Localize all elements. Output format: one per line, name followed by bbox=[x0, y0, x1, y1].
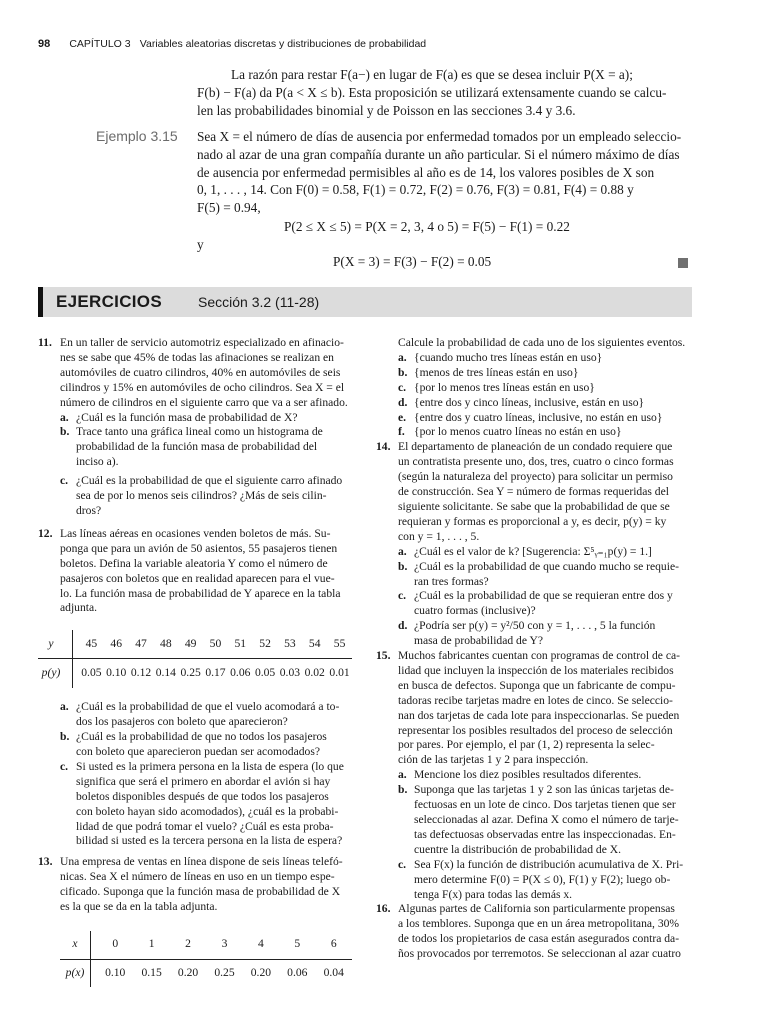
item-line: {menos de tres líneas están en uso} bbox=[414, 365, 579, 379]
table-cell: 0.06 bbox=[228, 658, 253, 688]
exercise-line: boletos. Defina la variable aleatoria Y como el número de bbox=[60, 556, 328, 570]
item-letter: c. bbox=[398, 857, 407, 871]
item-letter: a. bbox=[60, 410, 69, 424]
table-cell: 0.15 bbox=[133, 959, 169, 987]
exercise-line: Una empresa de ventas en línea dispone de seis líneas telefó- bbox=[60, 855, 343, 869]
table-cell: 50 bbox=[209, 636, 222, 650]
item-line: probabilidad de la función masa de probabilidad del bbox=[76, 440, 318, 454]
exercise-line: automóviles de cuatro cilindros, 40% en automóviles de seis bbox=[60, 365, 341, 379]
item-line: cuatro formas (inclusive)? bbox=[414, 604, 536, 618]
exercise-item bbox=[398, 619, 692, 649]
item-line: ¿Cuál es la probabilidad de que no todos los pasajeros bbox=[76, 730, 327, 744]
item-letter: c. bbox=[60, 759, 69, 773]
exercise-number: 12. bbox=[38, 526, 53, 540]
exercise-item bbox=[60, 425, 352, 470]
exercise-line: lo. La función masa de probabilidad de Y aparece en la tabla bbox=[60, 586, 341, 600]
exercise-12 bbox=[38, 527, 352, 616]
pmf-table-y bbox=[38, 630, 352, 688]
item-line: {entre dos y cuatro líneas, inclusive, no están en uso} bbox=[414, 410, 663, 424]
exercise-11 bbox=[38, 336, 352, 519]
exercise-item bbox=[60, 700, 352, 730]
exercise-line: ños provocados por terremotos. Se seleccionan al azar cuatro bbox=[398, 947, 681, 961]
table-cell: 0.05 bbox=[253, 658, 278, 688]
table-cell: 49 bbox=[184, 636, 197, 650]
exercise-line: de construcción. Sea Y = número de formas requeridas del bbox=[398, 485, 669, 499]
table-cell: 53 bbox=[284, 636, 296, 650]
item-line: bilidad si usted es la tercera persona en la lista de espera? bbox=[76, 834, 343, 848]
intro-line: len las probabilidades binomial y de Poisson en las secciones 3.4 y 3.6. bbox=[197, 102, 576, 118]
example-line: 0, 1, . . . , 14. Con F(0) = 0.58, F(1) = 0.72, F(2) = 0.76, F(3) = 0.81, F(4) = 0.88 y bbox=[197, 182, 634, 198]
exercise-item bbox=[398, 411, 692, 426]
item-line: ¿Cuál es el valor de k? [Sugerencia: Σ⁵ᵧ₌₁p(y) = 1.] bbox=[414, 544, 652, 558]
exercise-line: cilindros y 15% en automóviles de ocho cilindros. Sea X = el bbox=[60, 380, 345, 394]
item-letter: d. bbox=[398, 619, 408, 633]
exercise-item bbox=[398, 381, 692, 396]
table-row-label: p(x) bbox=[60, 959, 91, 987]
item-letter: a. bbox=[398, 768, 407, 782]
exercises-title: EJERCICIOS bbox=[56, 292, 162, 311]
item-line: con boleto hayan sido acomodados), ¿cuál es la probabi- bbox=[76, 804, 339, 818]
exercise-item bbox=[398, 396, 692, 411]
item-letter: a. bbox=[60, 700, 69, 714]
item-letter: b. bbox=[398, 783, 408, 797]
item-line: tas defectuosas observadas entre las inspeccionadas. En- bbox=[414, 827, 676, 841]
intro-paragraph bbox=[197, 66, 691, 119]
item-letter: b. bbox=[398, 365, 408, 379]
example-label: Ejemplo 3.15 bbox=[96, 128, 178, 144]
exercise-line: Algunas partes de California son particularmente propensas bbox=[398, 902, 675, 916]
right-column bbox=[376, 336, 692, 962]
exercise-line: un contratista presente uno, dos, tres, cuatro o cinco formas bbox=[398, 455, 674, 469]
item-line: inciso a). bbox=[76, 455, 119, 469]
exercise-line: por pares. Por ejemplo, el par (1, 2) representa la selec- bbox=[398, 738, 655, 752]
exercise-item bbox=[398, 545, 692, 560]
left-column bbox=[38, 336, 352, 987]
exercise-line: número de cilindros en el siguiente carro que va a ser afinado. bbox=[60, 395, 348, 409]
exercise-line: lidad que incluyen la inspección de los materiales recibidos bbox=[398, 663, 674, 677]
table-cell: 0.01 bbox=[327, 658, 352, 688]
item-line: {entre dos y cinco líneas, inclusive, están en uso} bbox=[414, 395, 645, 409]
exercise-line: en busca de defectos. Suponga que un fabricante de compu- bbox=[398, 678, 676, 692]
exercise-line: de todos los propietarios de casa están asegurados contra da- bbox=[398, 932, 680, 946]
intro-line: La razón para restar F(a−) en lugar de F(a) es que se desea incluir P(X = a); bbox=[231, 67, 633, 82]
table-cell: 0.17 bbox=[203, 658, 228, 688]
exercise-line: nicas. Sea X el número de líneas en uso en un tiempo espe- bbox=[60, 870, 335, 884]
exercise-line: pasajeros con boletos que en realidad aparecen para el vue- bbox=[60, 571, 335, 585]
item-letter: e. bbox=[398, 410, 407, 424]
table-cell: 0.20 bbox=[170, 959, 206, 987]
exercise-line: Muchos fabricantes cuentan con programas de control de ca- bbox=[398, 649, 680, 663]
exercise-line: ponga que para un avión de 50 asientos, 55 pasajeros tienen bbox=[60, 541, 338, 555]
table-cell: 1 bbox=[148, 937, 155, 951]
item-line: ¿Podría ser p(y) = y²/50 con y = 1, . . . , 5 la función bbox=[414, 619, 656, 633]
exercise-number: 16. bbox=[376, 902, 391, 916]
exercise-line: En un taller de servicio automotriz especializado en afinacio- bbox=[60, 336, 344, 349]
table-cell: 3 bbox=[221, 937, 228, 951]
exercise-line: adjunta. bbox=[60, 601, 98, 615]
item-line: Si usted es la primera persona en la lista de espera (lo que bbox=[76, 759, 344, 773]
exercise-item bbox=[60, 474, 352, 519]
item-letter: c. bbox=[60, 474, 69, 488]
table-cell: 51 bbox=[234, 636, 247, 650]
exercise-line: El departamento de planeación de un condado requiere que bbox=[398, 440, 673, 454]
item-line: mero determine F(0) = P(X ≤ 0), F(1) y F(2); luego ob- bbox=[414, 872, 671, 886]
item-line: Mencione los diez posibles resultados diferentes. bbox=[414, 768, 642, 782]
exercise-line: siguiente solicitante. Se sabe que la probabilidad de que se bbox=[398, 499, 670, 513]
item-line: seleccionadas al azar. Defina X como el número de tarje- bbox=[414, 813, 679, 826]
item-line: {por lo menos tres líneas están en uso} bbox=[414, 380, 595, 394]
exercise-item bbox=[398, 560, 692, 590]
example-line: F(5) = 0.94, bbox=[197, 200, 261, 216]
equation-connector: y bbox=[197, 237, 204, 252]
table-row-label: p(y) bbox=[38, 658, 64, 688]
chapter-label: CAPÍTULO 3 bbox=[69, 38, 131, 50]
table-cell: 0.25 bbox=[206, 959, 242, 987]
table-cell: 2 bbox=[185, 937, 191, 951]
exercise-number: 11. bbox=[38, 336, 52, 349]
table-cell: 47 bbox=[135, 636, 147, 650]
exercise-item bbox=[398, 425, 692, 440]
exercise-14 bbox=[376, 440, 692, 649]
banner-accent-bar bbox=[38, 287, 43, 317]
item-line: ¿Cuál es la función masa de probabilidad de X? bbox=[76, 410, 298, 424]
table-cell: 52 bbox=[259, 636, 271, 650]
table-cell: 0.06 bbox=[279, 959, 315, 987]
table-cell: 0 bbox=[112, 937, 119, 951]
end-of-example-square bbox=[678, 258, 688, 268]
item-letter: c. bbox=[398, 380, 407, 394]
table-cell: 45 bbox=[85, 636, 98, 650]
example-line: Sea X = el número de días de ausencia por enfermedad tomados por un empleado seleccio- bbox=[197, 129, 682, 144]
item-line: con boleto que aparecieron puedan ser acomodados? bbox=[76, 745, 321, 759]
exercise-number: 13. bbox=[38, 855, 53, 869]
table-cell: 5 bbox=[294, 937, 301, 951]
item-line: dos los pasajeros con boleto que aparecieron? bbox=[76, 715, 288, 729]
pmf-table-x bbox=[60, 931, 352, 987]
exercise-line: nes se sabe que 45% de todas las afinaciones se realizan en bbox=[60, 350, 334, 364]
equation-1: P(2 ≤ X ≤ 5) = P(X = 2, 3, 4 o 5) = F(5) − F(1) = 0.22 bbox=[284, 219, 570, 234]
exercise-line: cificado. Suponga que la función masa de probabilidad de X bbox=[60, 885, 341, 899]
item-line: significa que será el primero en abordar el avión si hay bbox=[76, 774, 331, 788]
exercise-13-continued bbox=[376, 336, 692, 440]
item-line: dros? bbox=[76, 503, 102, 517]
item-letter: b. bbox=[398, 559, 408, 573]
table-cell: 0.20 bbox=[243, 959, 279, 987]
exercise-line: (según la naturaleza del proyecto) para solicitar un permiso bbox=[398, 470, 673, 484]
exercise-line: nan dos tarjetas de cada lote para inspeccionarlas. Se pueden bbox=[398, 708, 680, 722]
exercise-line: requieran y formas es proporcional a y, es decir, p(y) = ky bbox=[398, 514, 667, 528]
exercise-item bbox=[60, 730, 352, 760]
example-line: de ausencia por enfermedad permisibles al año es de 14, los valores posibles de X son bbox=[197, 164, 655, 180]
item-letter: a. bbox=[398, 350, 407, 364]
table-cell: 0.10 bbox=[104, 658, 129, 688]
table-cell: 0.10 bbox=[97, 959, 133, 987]
exercise-item bbox=[398, 366, 692, 381]
table-cell: 0.25 bbox=[178, 658, 203, 688]
item-line: ran tres formas? bbox=[414, 574, 489, 588]
exercise-line: con y = 1, . . . , 5. bbox=[398, 529, 480, 543]
item-line: {cuando mucho tres líneas están en uso} bbox=[414, 350, 603, 364]
item-line: fectuosas en un lote de cinco. Dos tarjetas tienen que ser bbox=[414, 798, 676, 812]
table-cell: 46 bbox=[110, 636, 123, 650]
item-letter: b. bbox=[60, 425, 70, 439]
item-line: Trace tanto una gráfica lineal como un histograma de bbox=[76, 425, 323, 439]
item-line: sea de por lo menos seis cilindros? ¿Más de seis cilin- bbox=[76, 489, 327, 503]
item-line: Sea F(x) la función de distribución acumulativa de X. Pri- bbox=[414, 857, 684, 871]
exercise-line: a los temblores. Suponga que en un área metropolitana, 30% bbox=[398, 917, 680, 931]
intro-line: F(b) − F(a) da P(a < X ≤ b). Esta proposición se utilizará extensamente cuando se calcu- bbox=[197, 84, 667, 100]
exercise-number: 15. bbox=[376, 649, 391, 663]
item-letter: a. bbox=[398, 544, 407, 558]
table-cell: 4 bbox=[258, 937, 264, 951]
exercise-line: es la que se da en la tabla adjunta. bbox=[60, 900, 218, 914]
table-cell: 0.12 bbox=[129, 658, 154, 688]
table-row-label: y bbox=[48, 636, 54, 650]
table-row-label: x bbox=[72, 937, 78, 951]
exercise-15 bbox=[376, 649, 692, 902]
exercises-banner bbox=[38, 287, 692, 317]
item-line: Suponga que las tarjetas 1 y 2 son las únicas tarjetas de- bbox=[414, 783, 674, 797]
item-line: lidad de que podrá tomar el vuelo? ¿Cuál es esta proba- bbox=[76, 819, 334, 833]
item-line: cuentre la distribución de probabilidad de X. bbox=[414, 842, 622, 856]
exercise-line: representar los posibles resultados del proceso de selección bbox=[398, 723, 673, 737]
table-cell: 0.03 bbox=[278, 658, 303, 688]
exercises-section: Sección 3.2 (11-28) bbox=[198, 294, 320, 310]
table-cell: 0.02 bbox=[302, 658, 327, 688]
table-cell: 0.04 bbox=[316, 959, 352, 987]
exercise-16 bbox=[376, 902, 692, 962]
chapter-title: Variables aleatorias discretas y distribuciones de probabilidad bbox=[139, 38, 427, 50]
page-number: 98 bbox=[38, 38, 51, 50]
item-letter: f. bbox=[398, 425, 405, 439]
table-cell: 48 bbox=[160, 636, 172, 650]
item-line: ¿Cuál es la probabilidad de que cuando mucho se requie- bbox=[414, 559, 679, 573]
exercise-line: tadoras recibe tarjetas madre en lotes de cinco. Se seleccio- bbox=[398, 693, 673, 707]
item-line: tenga F(x) para todas las demás x. bbox=[414, 887, 573, 901]
item-letter: c. bbox=[398, 589, 407, 603]
exercise-13 bbox=[38, 855, 352, 915]
exercise-item bbox=[398, 858, 692, 903]
example-body bbox=[197, 128, 691, 217]
item-letter: b. bbox=[60, 730, 70, 744]
exercise-item bbox=[60, 411, 352, 426]
exercise-number: 14. bbox=[376, 440, 391, 454]
exercise-line: ción de las tarjetas 1 y 2 para inspección. bbox=[398, 753, 589, 767]
table-cell: 54 bbox=[308, 636, 321, 650]
item-line: {por lo menos cuatro líneas no están en uso} bbox=[414, 425, 622, 439]
exercise-item bbox=[398, 783, 692, 858]
running-header bbox=[38, 38, 426, 50]
item-line: ¿Cuál es la probabilidad de que el vuelo acomodará a to- bbox=[76, 700, 340, 714]
exercise-item bbox=[60, 760, 352, 849]
item-line: ¿Cuál es la probabilidad de que el siguiente carro afinado bbox=[76, 474, 343, 488]
exercise-item bbox=[398, 589, 692, 619]
equation-2: P(X = 3) = F(3) − F(2) = 0.05 bbox=[333, 254, 492, 269]
item-line: ¿Cuál es la probabilidad de que se requieran entre dos y bbox=[414, 589, 673, 603]
exercise-line: Calcule la probabilidad de cada uno de los siguientes eventos. bbox=[398, 336, 686, 349]
example-line: nado al azar de una gran compañía durante un año particular. Si el número máximo de días bbox=[197, 146, 680, 162]
exercise-line: Las líneas aéreas en ocasiones venden boletos de más. Su- bbox=[60, 526, 331, 540]
exercise-item bbox=[398, 351, 692, 366]
item-line: boletos disponibles después de que todos los pasajeros bbox=[76, 789, 329, 803]
table-cell: 0.05 bbox=[79, 658, 104, 688]
item-letter: d. bbox=[398, 395, 408, 409]
table-cell: 55 bbox=[333, 636, 346, 650]
item-line: masa de probabilidad de Y? bbox=[414, 634, 543, 648]
table-cell: 0.14 bbox=[153, 658, 178, 688]
table-cell: 6 bbox=[330, 937, 337, 951]
exercise-item bbox=[398, 768, 692, 783]
exercise-12-items bbox=[38, 700, 352, 849]
